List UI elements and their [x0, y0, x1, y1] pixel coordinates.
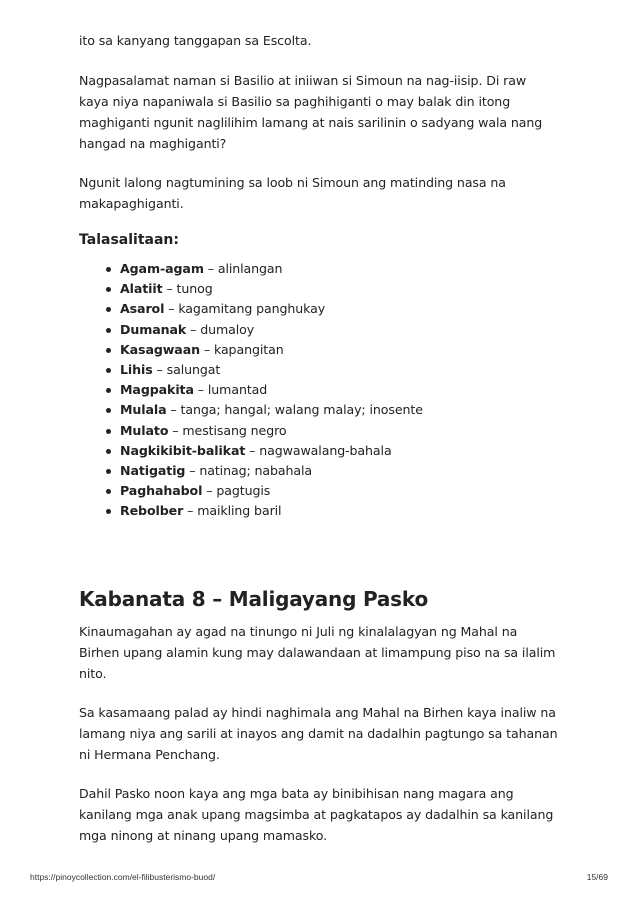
glossary-item	[105, 380, 559, 400]
glossary-list	[79, 259, 559, 522]
glossary-definition: – tanga; hangal; walang malay; inosente	[166, 402, 423, 418]
glossary-item	[105, 400, 559, 420]
glossary-definition: – kapangitan	[199, 341, 284, 357]
glossary-term: Nagkikibit-balikat	[120, 442, 246, 458]
glossary-item	[105, 320, 559, 340]
glossary-term: Agam-agam	[120, 261, 204, 276]
glossary-item	[105, 259, 559, 279]
page-number: 15/69	[586, 872, 608, 882]
chapter-title: Kabanata 8 – Maligayang Pasko	[79, 586, 428, 611]
paragraph: Dahil Pasko noon kaya ang mga bata ay binibihisan nang magara ang kanilang mga anak upang magsimba at pagkatapos ay dadalhin sa kanilang mga ninong at ninang upang mamasko.	[79, 785, 554, 843]
glossary-definition: – natinag; nabahala	[185, 463, 313, 479]
glossary-item	[105, 340, 559, 360]
glossary-term: Magpakita	[120, 382, 194, 398]
glossary-item	[105, 421, 559, 441]
glossary-term: Paghahabol	[120, 483, 203, 499]
paragraph: Sa kasamaang palad ay hindi naghimala ang Mahal na Birhen kaya inaliw na lamang niya ang sarili at inayos ang damit na dadalhin pagtungo sa tahanan ni Hermana Penchang.	[79, 704, 558, 762]
footer-url-link[interactable]: https://pinoycollection.com/el-filibusterismo-buod/	[30, 872, 216, 882]
glossary-definition: – tunog	[162, 281, 213, 297]
paragraph: Nagpasalamat naman si Basilio at iniiwan si Simoun na nag-iisip. Di raw kaya niya napaniwala si Basilio sa paghihiganti o may balak din itong maghiganti ngunit naglilihim lamang at nais sarilinin o sadyang wala nang hangad na maghiganti?	[79, 73, 543, 151]
glossary-definition: – dumaloy	[186, 321, 255, 337]
glossary-term: Dumanak	[120, 321, 187, 337]
glossary-item	[105, 461, 559, 481]
glossary-item	[105, 441, 559, 461]
glossary-item	[105, 299, 559, 319]
glossary-term: Natigatig	[120, 463, 186, 479]
glossary-term: Lihis	[120, 362, 153, 378]
glossary-item	[105, 360, 559, 380]
paragraph: Kinaumagahan ay agad na tinungo ni Juli ng kinalalagyan ng Mahal na Birhen upang alamin kung may dalawandaan at limampung piso na sa ilalim nito.	[79, 623, 556, 681]
glossary-term: Alatiit	[120, 281, 163, 297]
glossary-definition: – kagamitang panghukay	[164, 301, 326, 317]
glossary-item	[105, 279, 559, 299]
glossary-definition: – alinlangan	[203, 261, 283, 276]
glossary-definition: – lumantad	[193, 382, 268, 398]
glossary-heading: Talasalitaan:	[79, 232, 179, 248]
glossary-definition: – pagtugis	[202, 483, 271, 499]
glossary-definition: – salungat	[152, 362, 221, 378]
glossary-term: Rebolber	[120, 503, 184, 519]
paragraph: Ngunit lalong nagtumining sa loob ni Simoun ang matinding nasa na makapaghiganti.	[79, 175, 506, 211]
glossary-definition: – nagwawalang-bahala	[245, 442, 392, 458]
paragraph: ito sa kanyang tanggapan sa Escolta.	[79, 33, 312, 48]
document-body	[79, 30, 559, 864]
glossary-term: Mulala	[120, 402, 167, 418]
glossary-term: Mulato	[120, 422, 169, 438]
glossary-term: Kasagwaan	[120, 341, 200, 357]
glossary-item	[105, 481, 559, 501]
glossary-item	[105, 501, 559, 521]
glossary-term: Asarol	[120, 301, 165, 317]
glossary-definition: – maikling baril	[183, 503, 282, 519]
glossary-definition: – mestisang negro	[168, 422, 287, 438]
